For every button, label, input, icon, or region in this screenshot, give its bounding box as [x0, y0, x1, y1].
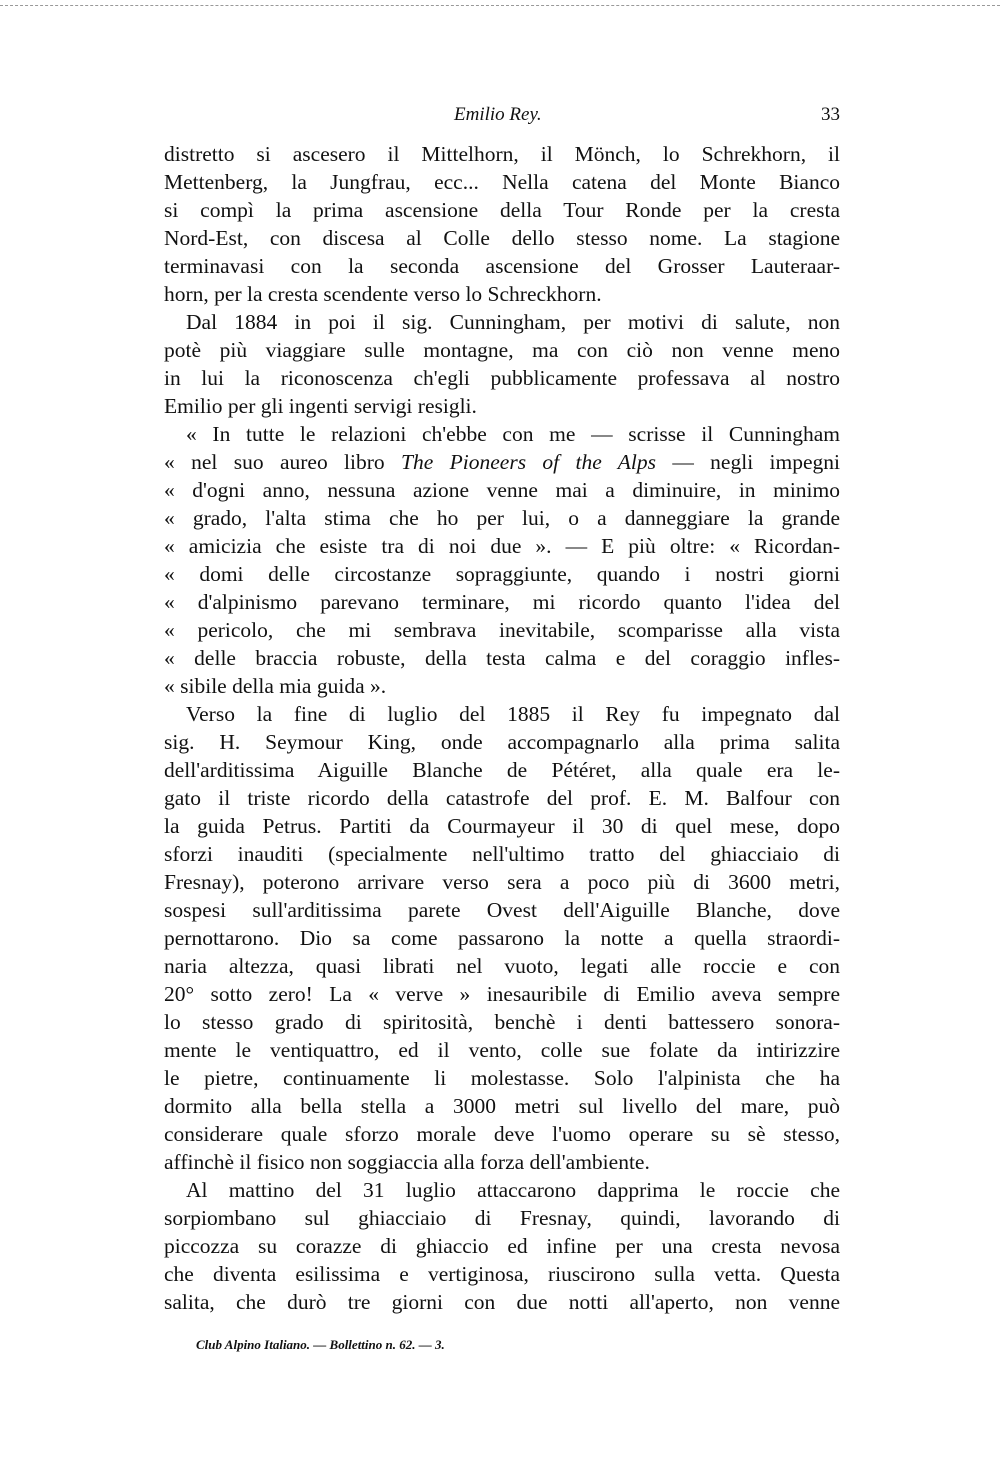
- text-line: [164, 672, 840, 700]
- line-text: « d'alpinismo parevano terminare, mi ricordo quanto l'idea del: [164, 590, 840, 614]
- text-line: [164, 1232, 840, 1260]
- text-line: [164, 560, 840, 588]
- text-line: [164, 840, 840, 868]
- line-text: Al mattino del 31 luglio attaccarono dapprima le roccie che: [186, 1178, 840, 1202]
- line-text: « In tutte le relazioni ch'ebbe con me — scrisse il Cunningham: [186, 422, 840, 446]
- text-line: [164, 476, 840, 504]
- text-line: [164, 728, 840, 756]
- line-text: gato il triste ricordo della catastrofe del prof. E. M. Balfour con: [164, 786, 840, 810]
- line-text: « sibile della mia guida ».: [164, 674, 387, 698]
- text-line: [164, 868, 840, 896]
- text-line: [164, 1176, 840, 1204]
- page-number: 33: [821, 104, 840, 125]
- text-line: [164, 364, 840, 392]
- line-text: « domi delle circostanze sopraggiunte, quando i nostri giorni: [164, 562, 840, 586]
- line-text: horn, per la cresta scendente verso lo Schreckhorn.: [164, 282, 602, 306]
- text-line: [164, 784, 840, 812]
- body-text: [164, 140, 840, 1316]
- page-header: [164, 104, 840, 132]
- line-text: potè più viaggiare sulle montagne, ma con ciò non venne meno: [164, 338, 840, 362]
- line-text: distretto si ascesero il Mittelhorn, il Mönch, lo Schrekhorn, il: [164, 142, 840, 166]
- text-line: [164, 812, 840, 840]
- text-line: [164, 924, 840, 952]
- text-line: [164, 336, 840, 364]
- line-text: che diventa esilissima e vertiginosa, riuscirono sulla vetta. Questa: [164, 1262, 840, 1286]
- line-text: — negli impegni: [655, 450, 840, 474]
- text-line: [164, 952, 840, 980]
- text-line: [164, 1036, 840, 1064]
- line-text: sorpiombano sul ghiacciaio di Fresnay, quindi, lavorando di: [164, 1206, 840, 1230]
- line-text: Verso la fine di luglio del 1885 il Rey fu impegnato dal: [186, 702, 840, 726]
- text-line: [164, 308, 840, 336]
- line-text: terminavasi con la seconda ascensione del Grosser Lauteraar-: [164, 254, 840, 278]
- line-text: « grado, l'alta stima che ho per lui, o a danneggiare la grande: [164, 506, 840, 530]
- line-text: mente le ventiquattro, ed il vento, colle sue folate da intirizzire: [164, 1038, 840, 1062]
- text-line: [164, 896, 840, 924]
- text-line: [164, 756, 840, 784]
- text-line: [164, 588, 840, 616]
- text-line: [164, 252, 840, 280]
- text-line: [164, 616, 840, 644]
- line-text: affinchè il fisico non soggiaccia alla forza dell'ambiente.: [164, 1150, 650, 1174]
- text-line: [164, 504, 840, 532]
- line-text: « d'ogni anno, nessuna azione venne mai a diminuire, in minimo: [164, 478, 840, 502]
- running-title: Emilio Rey.: [454, 104, 542, 125]
- line-text: sospesi sull'arditissima parete Ovest dell'Aiguille Blanche, dove: [164, 898, 840, 922]
- text-line: [164, 644, 840, 672]
- line-text: « amicizia che esiste tra di noi due ». — E più oltre: « Ricordan-: [164, 534, 840, 558]
- text-line: [164, 1204, 840, 1232]
- line-text: « nel suo aureo libro: [164, 450, 402, 474]
- line-text: le pietre, continuamente li molestasse. Solo l'alpinista che ha: [164, 1066, 840, 1090]
- text-line: [164, 168, 840, 196]
- footer-signature: Club Alpino Italiano. — Bollettino n. 62. — 3.: [196, 1337, 445, 1352]
- line-text: Fresnay), poterono arrivare verso sera a poco più di 3600 metri,: [164, 870, 840, 894]
- line-text: la guida Petrus. Partiti da Courmayeur il 30 di quel mese, dopo: [164, 814, 840, 838]
- line-text: Dal 1884 in poi il sig. Cunningham, per motivi di salute, non: [186, 310, 840, 334]
- line-text: sforzi inauditi (specialmente nell'ultimo tratto del ghiacciaio di: [164, 842, 840, 866]
- line-text: Mettenberg, la Jungfrau, ecc... Nella catena del Monte Bianco: [164, 170, 840, 194]
- line-text: si compì la prima ascensione della Tour Ronde per la cresta: [164, 198, 840, 222]
- scan-edge-line: [0, 5, 1000, 6]
- text-line: [164, 1288, 840, 1316]
- text-line: [164, 700, 840, 728]
- text-line: [164, 196, 840, 224]
- line-text: piccozza su corazze di ghiaccio ed infine per una cresta nevosa: [164, 1234, 840, 1258]
- line-text: lo stesso grado di spiritosità, benchè i denti battessero sonora-: [164, 1010, 840, 1034]
- text-line: [164, 420, 840, 448]
- text-line: [164, 1260, 840, 1288]
- text-line: [164, 1120, 840, 1148]
- book-title: The Pioneers of the Alps: [401, 450, 656, 474]
- text-line: [164, 1008, 840, 1036]
- line-text: pernottarono. Dio sa come passarono la notte a quella straordi-: [164, 926, 840, 950]
- line-text: « pericolo, che mi sembrava inevitabile, scomparisse alla vista: [164, 618, 840, 642]
- line-text: Emilio per gli ingenti servigi resigli.: [164, 394, 477, 418]
- text-line: [164, 1092, 840, 1120]
- text-line: [164, 1064, 840, 1092]
- text-line: [164, 532, 840, 560]
- line-text: dormito alla bella stella a 3000 metri sul livello del mare, può: [164, 1094, 840, 1118]
- line-text: sig. H. Seymour King, onde accompagnarlo alla prima salita: [164, 730, 840, 754]
- line-text: salita, che durò tre giorni con due notti all'aperto, non venne: [164, 1290, 840, 1314]
- text-line: [164, 224, 840, 252]
- text-line: [164, 280, 840, 308]
- line-text: naria altezza, quasi librati nel vuoto, legati alle roccie e con: [164, 954, 840, 978]
- line-text: Nord-Est, con discesa al Colle dello stesso nome. La stagione: [164, 226, 840, 250]
- text-line: [164, 392, 840, 420]
- line-text: « delle braccia robuste, della testa calma e del coraggio infles-: [164, 646, 840, 670]
- line-text: 20° sotto zero! La « verve » inesauribile di Emilio aveva sempre: [164, 982, 840, 1006]
- text-line: [164, 140, 840, 168]
- text-line: [164, 448, 840, 476]
- text-line: [164, 1148, 840, 1176]
- line-text: considerare quale sforzo morale deve l'uomo operare su sè stesso,: [164, 1122, 840, 1146]
- text-line: [164, 980, 840, 1008]
- line-text: in lui la riconoscenza ch'egli pubblicamente professava al nostro: [164, 366, 840, 390]
- line-text: dell'arditissima Aiguille Blanche de Pétéret, alla quale era le-: [164, 758, 840, 782]
